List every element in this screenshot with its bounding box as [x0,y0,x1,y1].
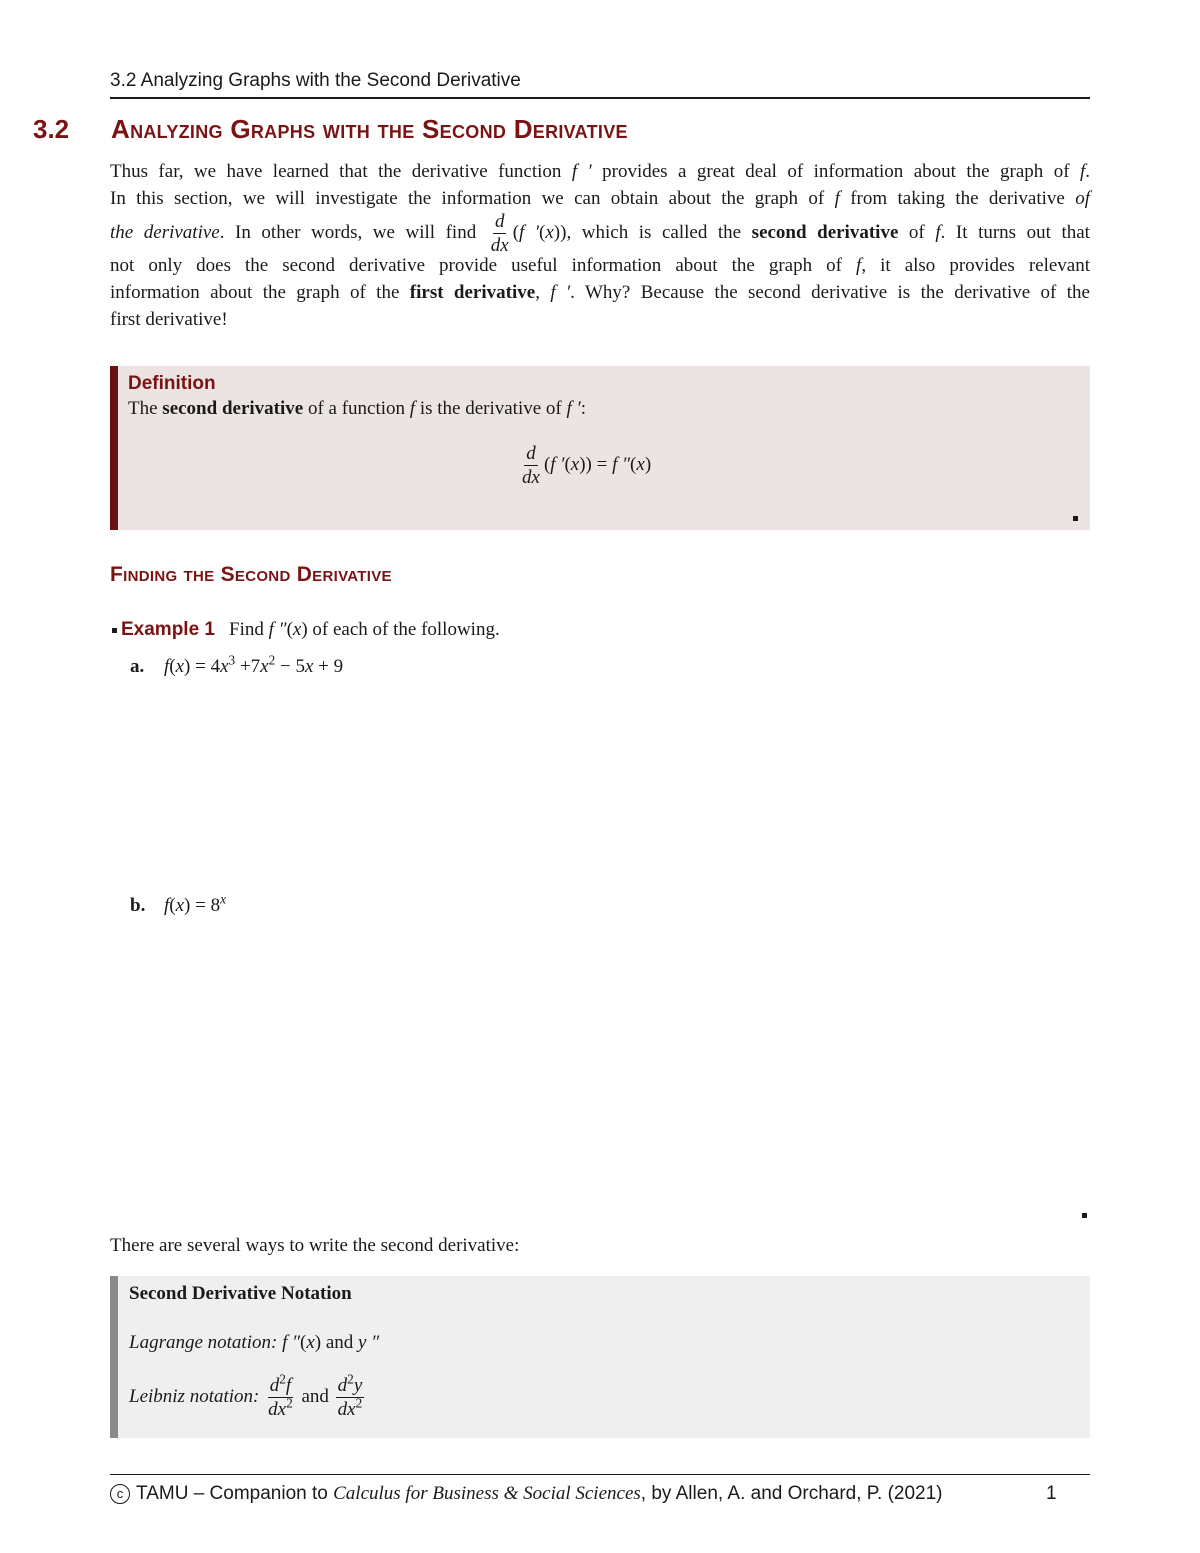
intro-line-4: not only does the second derivative provide useful information about the graph of f, it also provides relevant [110,255,1091,276]
intro-line-2: In this section, we will investigate the information we can obtain about the graph of f from taking the derivative of [110,188,1090,209]
example-part-a [130,652,344,678]
header-rule [110,97,1090,99]
lagrange-notation: Lagrange notation: f ″(x) and y ″ [129,1332,380,1353]
intro-line-5: information about the graph of the first derivative, f ′. Why? Because the second derivative is the derivative of the [110,282,1090,303]
intro-line-3: the derivative. In other words, we will find $\frac{d}{dx}$ (f ′(x)), which is called the second derivative of f. It turns out that [110,211,1090,256]
leibniz-notation: Leibniz notation: $\frac{d^2f}{dx^2}$ and $\frac{d^2y}{dx^2}$ [129,1371,363,1420]
example-end-marker [1082,1213,1087,1218]
page-number: 1 [1046,1483,1057,1504]
footer-rule [110,1474,1090,1475]
part-a-label: a. [130,656,145,677]
intro-paragraph [110,158,1090,333]
intro-line-6: first derivative! [110,309,228,330]
section-title-text: Analyzing Graphs with the Second Derivative [111,114,628,144]
definition-end-marker [1073,516,1078,521]
copyright-icon: c [110,1484,130,1504]
example-bullet [112,628,117,633]
ways-text: There are several ways to write the second derivative: [110,1235,520,1256]
section-number: 3.2 [33,114,70,144]
section-title [33,114,628,145]
definition-equation: $\frac{d}{dx}$ (f ′(x)) = f ″(x) [522,443,652,488]
part-a-function: $f(x) = 4x^3 +7x^2 - 5x + 9$ [164,652,344,677]
running-header: 3.2 Analyzing Graphs with the Second Derivative [110,70,521,91]
definition-label: Definition [128,373,216,394]
subsection-title: Finding the Second Derivative [110,563,392,586]
example-label: Example 1 [121,619,215,640]
intro-line-1: Thus far, we have learned that the derivative function f ′ provides a great deal of information about the graph of f. [110,161,1090,182]
footer: c TAMU – Companion to Calculus for Business & Social Sciences, by Allen, A. and Orchard, P. (2021) [110,1483,943,1505]
notation-box [110,1276,1090,1438]
notation-title: Second Derivative Notation [129,1283,352,1304]
part-b-function: $f(x) = 8^x$ [164,891,226,916]
definition-text: The second derivative of a function f is the derivative of f ′: [128,398,586,419]
example-part-b [130,891,226,917]
d-dx-fraction: $\frac{d}{dx}$ [490,211,509,256]
example-1-header: Example 1 Find f ″(x) of each of the following. [112,619,500,641]
part-b-label: b. [130,895,146,916]
definition-box [110,366,1090,530]
